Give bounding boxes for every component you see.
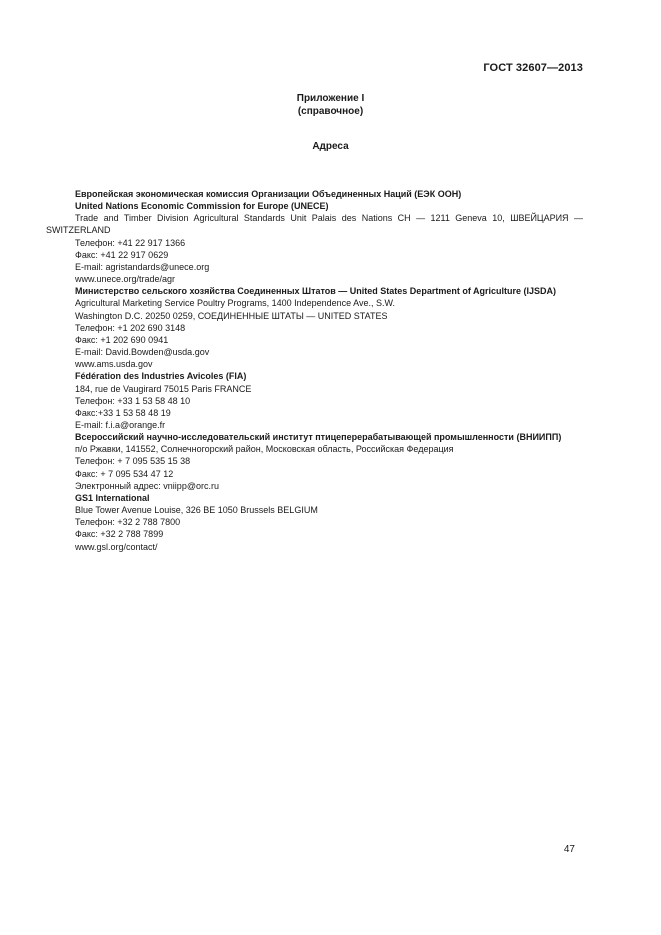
organization-email: E-mail: agristandards@unece.org [75,261,210,272]
standard-code: ГОСТ 32607—2013 [483,62,583,74]
appendix-heading [0,92,661,118]
section-title: Адреса [312,141,349,152]
organization-fax: Факс: + 7 095 534 47 12 [75,468,174,479]
organization-gs1 [46,492,583,553]
organization-phone: Телефон: +41 22 917 1366 [75,237,186,248]
page-number: 47 [563,844,575,855]
organization-website: www.unece.org/trade/agr [75,274,176,285]
organization-phone: Телефон: +33 1 53 58 48 10 [75,395,191,406]
organization-address: Blue Tower Avenue Louise, 326 BE 1050 Brussels BELGIUM [75,505,318,516]
organization-name-ru: Европейская экономическая комиссия Организации Объединенных Наций (ЕЭК ООН) [75,189,462,199]
organization-name: GS1 International [75,492,150,503]
organization-name: Всероссийский научно-исследовательский институт птицеперерабатывающей промышленности (ВНИИПП) [75,432,562,443]
organization-usda [46,285,583,370]
appendix-title: Приложение I [296,93,365,104]
organization-phone: Телефон: +32 2 788 7800 [75,517,181,528]
organization-fax: Факс: +41 22 917 0629 [75,249,169,260]
organization-email: Электронный адрес: vniipp@orc.ru [75,480,219,491]
organization-phone: Телефон: + 7 095 535 15 38 [75,456,191,467]
organization-name-en: United Nations Economic Commission for Europe (UNECE) [75,201,329,212]
organization-fax: Факс: +32 2 788 7899 [75,529,164,540]
organization-address-line-2: Washington D.C. 20250 0259, СОЕДИНЕННЫЕ ШТАТЫ — UNITED STATES [75,310,388,321]
address-list [46,188,583,553]
organization-address: п/о Ржавки, 141552, Солнечногорский район, Московская область, Российская Федерация [75,444,454,455]
organization-website: www.gsl.org/contact/ [75,541,158,552]
organization-address: 184, rue de Vaugirard 75015 Paris FRANCE [75,383,252,394]
organization-unece [46,188,583,285]
organization-address: Trade and Timber Division Agricultural Standards Unit Palais des Nations CH — 1211 Geneva 10, ШВЕЙЦАРИЯ — SWITZERLAND [46,213,583,236]
organization-name: Fédération des Industries Avicoles (FIA) [75,371,247,382]
appendix-subtitle: (справочное) [297,106,364,117]
organization-fax: Факс:+33 1 53 58 48 19 [75,407,171,418]
organization-name: Министерство сельского хозяйства Соединенных Штатов — United States Department of Agriculture (IJSDA) [75,286,556,297]
organization-fax: Факс: +1 202 690 0941 [75,334,169,345]
organization-phone: Телефон: +1 202 690 3148 [75,322,186,333]
organization-website: www.ams.usda.gov [75,359,153,370]
organization-email: E-mail: David.Bowden@usda.gov [75,347,210,358]
organization-vniipp [46,431,583,492]
organization-fia [46,370,583,431]
organization-email: E-mail: f.i.a@orange.fr [75,419,166,430]
organization-address-line-1: Agricultural Marketing Service Poultry Programs, 1400 Independence Ave., S.W. [75,298,395,309]
